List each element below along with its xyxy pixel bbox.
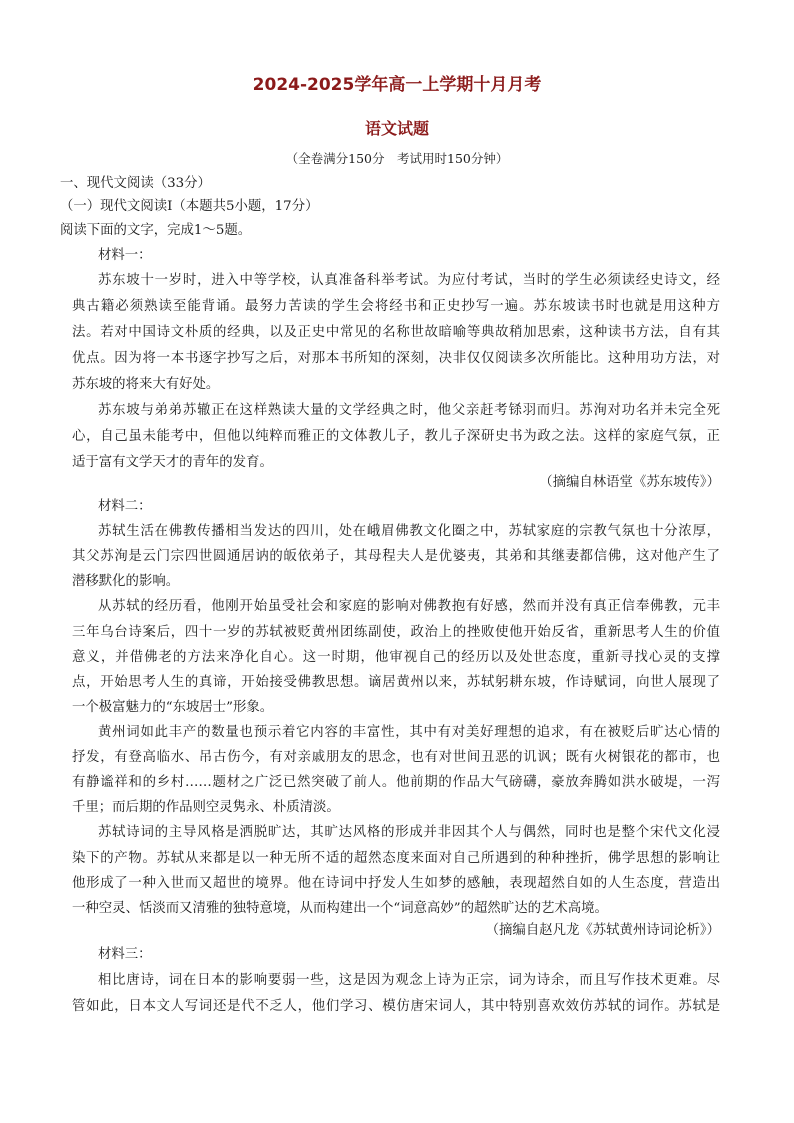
paragraph-line: 心，自己虽未能考中，但他以纯粹而雅正的文体教儿子，教儿子深研史书为政之法。这样的家庭气氛，正 bbox=[72, 429, 720, 444]
paragraph-line: 三年乌台诗案后，四十一岁的苏轼被贬黄州团练副使，政治上的挫败使他开始反省，重新思考人生的价值 bbox=[72, 625, 720, 640]
exam-title: 2024-2025学年高一上学期十月月考 bbox=[252, 75, 542, 95]
paragraph-line: 千里；而后期的作品则空灵隽永、朴质清淡。 bbox=[72, 800, 340, 815]
paragraph-line: 苏轼诗词的主导风格是洒脱旷达，其旷达风格的形成并非因其个人与偶然，同时也是整个宋代文化浸 bbox=[98, 825, 720, 840]
paragraph-line: 他形成了一种入世而又超世的境界。他在诗词中抒发人生如梦的感触，表现超然自如的人生态度，营造出 bbox=[72, 876, 720, 891]
material-label: 材料一： bbox=[98, 248, 152, 263]
paragraph-line: 黄州词如此丰产的数量也预示着它内容的丰富性，其中有对美好理想的追求，有在被贬后旷达心情的 bbox=[98, 725, 720, 740]
paragraph-line: 染下的产物。苏轼从来都是以一种无所不适的超然态度来面对自己所遇到的种种挫折，佛学思想的影响让 bbox=[72, 851, 720, 866]
paragraph-line: 苏轼生活在佛教传播相当发达的四川，处在峨眉佛教文化圈之中，苏轼家庭的宗教气氛也十分浓厚， bbox=[98, 524, 720, 539]
material-label: 材料二： bbox=[98, 499, 152, 514]
paragraph-line: 优点。因为将一本书逐字抄写之后，对那本书所知的深刻，决非仅仅阅读多次所能比。这种用功方法，对 bbox=[72, 351, 720, 366]
section-heading: 一、现代文阅读（33分） bbox=[60, 176, 211, 191]
paragraph-line: 一个极富魅力的“东坡居士”形象。 bbox=[72, 700, 274, 715]
paragraph-line: 点，开始思考人生的真谛，开始接受佛教思想。谪居黄州以来，苏轼躬耕东坡，作诗赋词，向世人展现了 bbox=[72, 675, 720, 690]
paragraph-line: 苏东坡与弟弟苏辙正在这样熟读大量的文学经典之时，他父亲赶考铩羽而归。苏洵对功名并未完全死 bbox=[98, 403, 720, 418]
paragraph-line: 法。若对中国诗文朴质的经典，以及正史中常见的名称世故暗喻等典故稍加思索，这种读书方法，自有其 bbox=[72, 325, 720, 340]
paragraph-line: 抒发，有登高临水、吊古伤今，有对亲戚朋友的思念，也有对世间丑恶的讥讽；既有火树银花的都市，也 bbox=[72, 750, 720, 765]
paragraph-line: 管如此，日本文人写词还是代不乏人，他们学习、模仿唐宋词人，其中特别喜欢效仿苏轼的词作。苏轼是 bbox=[72, 999, 720, 1014]
paragraph-line: 从苏轼的经历看，他刚开始虽受社会和家庭的影响对佛教抱有好感，然而并没有真正信奉佛教，元丰 bbox=[98, 599, 720, 614]
source-citation: （摘编自赵凡龙《苏轼黄州诗词论析》） bbox=[485, 923, 720, 938]
material-label: 材料三： bbox=[98, 947, 152, 962]
paragraph-line: 典古籍必须熟读至能背诵。最努力苦读的学生会将经书和正史抄写一遍。苏东坡读书时也就是用这种方 bbox=[72, 299, 720, 314]
subject-title: 语文试题 bbox=[364, 119, 429, 138]
paragraph-line: 适于富有文学天才的青年的发育。 bbox=[72, 455, 273, 470]
paragraph-line: 意义，并借佛老的方法来净化自心。这一时期，他审视自己的经历以及处世态度，重新寻找心灵的支撑 bbox=[72, 650, 720, 665]
source-citation: （摘编自林语堂《苏东坡传》） bbox=[539, 475, 720, 490]
paragraph-line: 苏东坡十一岁时，进入中等学校，认真准备科举考试。为应付考试，当时的学生必须读经史诗文，经 bbox=[98, 273, 720, 288]
paragraph-line: 其父苏洵是云门宗四世圆通居讷的皈依弟子，其母程夫人是优婆夷，其弟和其继妻都信佛，这对他产生了 bbox=[72, 549, 720, 564]
paragraph-line: 苏东坡的将来大有好处。 bbox=[72, 377, 220, 392]
instruction: 阅读下面的文字，完成1～5题。 bbox=[60, 223, 252, 238]
paragraph-line: 相比唐诗，词在日本的影响要弱一些，这是因为观念上诗为正宗，词为诗余，而且写作技术更难。尽 bbox=[98, 973, 720, 988]
sub-section-heading: （一）现代文阅读Ⅰ（本题共5小题，17分） bbox=[60, 199, 319, 214]
paragraph-line: 一种空灵、恬淡而又清雅的独特意境，从而构建出一个“词意高妙”的超然旷达的艺术高境。 bbox=[72, 901, 608, 916]
exam-info: （全卷满分150分 考试用时150分钟） bbox=[285, 151, 509, 166]
paragraph-line: 有静谧祥和的乡村……题材之广泛已然突破了前人。他前期的作品大气磅礴，豪放奔腾如洪水破堤，一泻 bbox=[72, 775, 720, 790]
paragraph-line: 潜移默化的影响。 bbox=[72, 574, 180, 589]
